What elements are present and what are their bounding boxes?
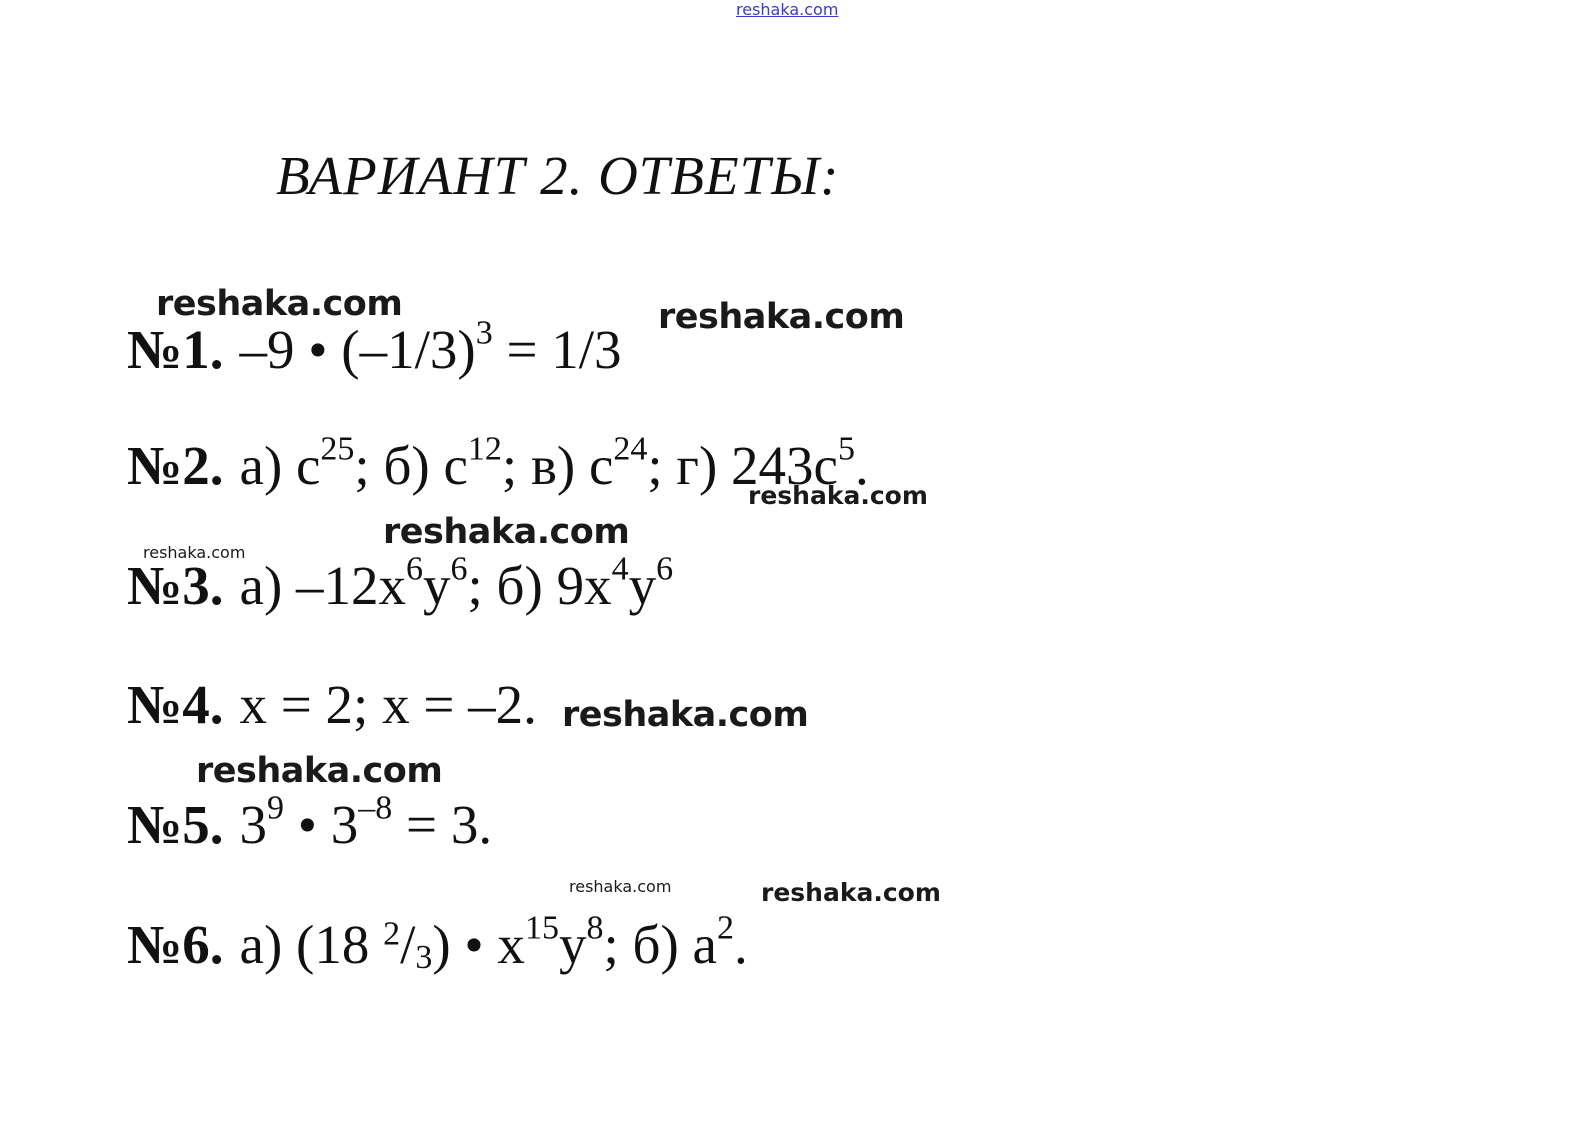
answer-text: = 3. xyxy=(392,794,493,855)
watermark: reshaka.com xyxy=(658,297,905,337)
answer-text: 3 xyxy=(239,794,268,855)
watermark: reshaka.com xyxy=(383,512,630,552)
page-title: ВАРИАНТ 2. ОТВЕТЫ: xyxy=(276,145,840,206)
answer-text: = 1/3 xyxy=(492,319,622,380)
watermark: reshaka.com xyxy=(156,284,403,324)
watermark: reshaka.com xyxy=(569,877,672,896)
watermark: reshaka.com xyxy=(143,543,246,562)
fraction-slash: / xyxy=(400,914,416,975)
answer-text: • 3 xyxy=(284,794,359,855)
watermark: reshaka.com xyxy=(562,695,809,735)
answer-number: №4. xyxy=(127,674,224,735)
exponent: 3 xyxy=(475,314,493,352)
answer-text: а) (18 xyxy=(239,914,384,975)
answer-text: ; б) 9x xyxy=(467,555,612,616)
fraction-denominator: 3 xyxy=(415,939,433,977)
exponent: 15 xyxy=(524,909,559,947)
answer-text: а) с xyxy=(239,435,321,496)
exponent: 8 xyxy=(586,909,604,947)
answer-5 xyxy=(127,789,493,855)
answer-text: ) • x xyxy=(432,914,525,975)
answer-number: №3. xyxy=(127,555,224,616)
answer-6 xyxy=(127,909,748,977)
exponent: 5 xyxy=(837,430,855,468)
answer-text: а) –12x xyxy=(239,555,407,616)
watermark: reshaka.com xyxy=(761,878,941,907)
answer-number: №5. xyxy=(127,794,224,855)
exponent: 24 xyxy=(613,430,648,468)
answer-1 xyxy=(127,314,622,380)
answer-text: y xyxy=(423,555,451,616)
answer-text: y xyxy=(558,914,587,975)
answer-text: y xyxy=(628,555,657,616)
answer-text: . xyxy=(854,435,869,496)
exponent: 25 xyxy=(320,430,355,468)
answer-number: №2. xyxy=(127,435,224,496)
exponent: 9 xyxy=(267,789,285,827)
answer-text: ; б) a xyxy=(603,914,717,975)
watermark: reshaka.com xyxy=(196,751,443,791)
exponent: 6 xyxy=(656,550,674,588)
answer-number: №1. xyxy=(127,319,224,380)
watermark: reshaka.com xyxy=(748,481,928,510)
answer-text: x = 2; x = –2. xyxy=(239,674,537,735)
exponent: 6 xyxy=(450,550,468,588)
answer-number: №6. xyxy=(127,914,224,975)
answer-text: –9 • (–1/3) xyxy=(239,319,476,380)
exponent: 12 xyxy=(467,430,502,468)
exponent: 4 xyxy=(611,550,629,588)
answer-2 xyxy=(127,430,869,496)
exponent: –8 xyxy=(358,789,393,827)
answer-text: ; б) с xyxy=(354,435,468,496)
answer-text: ; г) 243с xyxy=(647,435,838,496)
exponent: 6 xyxy=(406,550,424,588)
answer-text: . xyxy=(733,914,748,975)
answer-4 xyxy=(127,674,537,735)
answer-text: ; в) с xyxy=(501,435,614,496)
exponent: 2 xyxy=(716,909,734,947)
watermark-top-link[interactable]: reshaka.com xyxy=(736,0,839,19)
fraction-numerator: 2 xyxy=(383,915,401,953)
